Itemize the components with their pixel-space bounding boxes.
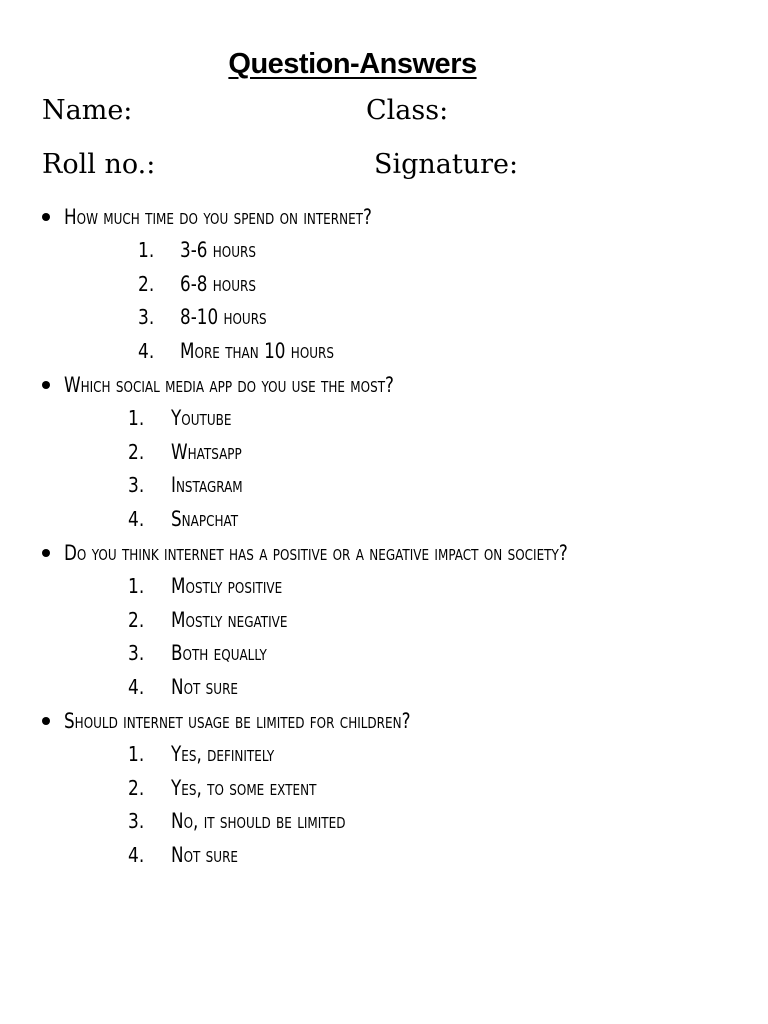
option-number: 1. bbox=[138, 238, 155, 262]
question-text: Which social media app do you use the most? bbox=[64, 373, 394, 397]
option-item bbox=[64, 604, 682, 638]
option-list bbox=[64, 402, 682, 536]
option-item bbox=[64, 268, 682, 302]
bullet-icon bbox=[42, 381, 50, 389]
option-item bbox=[64, 301, 682, 335]
name-field-label: Name: bbox=[42, 95, 133, 126]
class-field-label: Class: bbox=[366, 95, 449, 126]
option-item bbox=[64, 234, 682, 268]
bullet-icon bbox=[42, 549, 50, 557]
signature-field-label: Signature: bbox=[374, 149, 519, 180]
option-item bbox=[64, 805, 682, 839]
option-number: 3. bbox=[128, 641, 145, 665]
option-text: Mostly negative bbox=[171, 607, 288, 632]
option-list bbox=[64, 570, 682, 704]
question-item bbox=[42, 704, 682, 872]
question-text: Should internet usage be limited for children? bbox=[64, 709, 411, 733]
option-item bbox=[64, 671, 682, 705]
bullet-icon bbox=[42, 213, 50, 221]
option-item bbox=[64, 738, 682, 772]
option-text: 8-10 hours bbox=[180, 305, 267, 329]
option-number: 2. bbox=[128, 439, 145, 464]
option-list bbox=[64, 738, 682, 872]
option-text: Yes, to some extent bbox=[171, 775, 317, 800]
option-text: Youtube bbox=[171, 406, 232, 430]
question-item bbox=[42, 368, 682, 536]
option-item bbox=[64, 570, 682, 604]
option-text: No, it should be limited bbox=[171, 809, 346, 833]
option-number: 2. bbox=[138, 271, 155, 296]
option-number: 1. bbox=[128, 406, 145, 430]
option-item bbox=[64, 335, 682, 369]
option-text: Not sure bbox=[171, 842, 239, 867]
option-number: 3. bbox=[138, 305, 155, 329]
option-item bbox=[64, 436, 682, 470]
option-text: Both equally bbox=[171, 641, 267, 665]
option-number: 4. bbox=[128, 506, 145, 531]
question-item bbox=[42, 536, 682, 704]
option-text: Instagram bbox=[171, 473, 243, 497]
option-text: Yes, definitely bbox=[171, 742, 275, 766]
option-item bbox=[64, 839, 682, 873]
option-text: Not sure bbox=[171, 674, 239, 699]
option-text: More than 10 hours bbox=[180, 338, 335, 363]
option-item bbox=[64, 503, 682, 537]
question-list bbox=[42, 200, 682, 872]
option-list bbox=[64, 234, 682, 368]
page-title: Question-Answers bbox=[228, 48, 477, 80]
question-item bbox=[42, 200, 682, 368]
option-number: 3. bbox=[128, 473, 145, 497]
option-item bbox=[64, 402, 682, 436]
roll-no-field-label: Roll no.: bbox=[42, 149, 156, 180]
option-number: 4. bbox=[128, 674, 145, 699]
option-item bbox=[64, 469, 682, 503]
option-number: 1. bbox=[128, 742, 145, 766]
option-item bbox=[64, 637, 682, 671]
option-number: 3. bbox=[128, 809, 145, 833]
option-text: Snapchat bbox=[171, 506, 239, 531]
option-number: 1. bbox=[128, 574, 145, 598]
option-text: Whatsapp bbox=[171, 439, 242, 464]
question-text: How much time do you spend on internet? bbox=[64, 205, 372, 229]
option-text: 6-8 hours bbox=[180, 271, 256, 296]
option-number: 2. bbox=[128, 775, 145, 800]
option-number: 4. bbox=[128, 842, 145, 867]
option-text: 3-6 hours bbox=[180, 238, 256, 262]
option-text: Mostly positive bbox=[171, 574, 283, 598]
bullet-icon bbox=[42, 717, 50, 725]
option-number: 4. bbox=[138, 338, 155, 363]
option-number: 2. bbox=[128, 607, 145, 632]
question-text: Do you think internet has a positive or a negative impact on society? bbox=[64, 541, 568, 565]
option-item bbox=[64, 772, 682, 806]
